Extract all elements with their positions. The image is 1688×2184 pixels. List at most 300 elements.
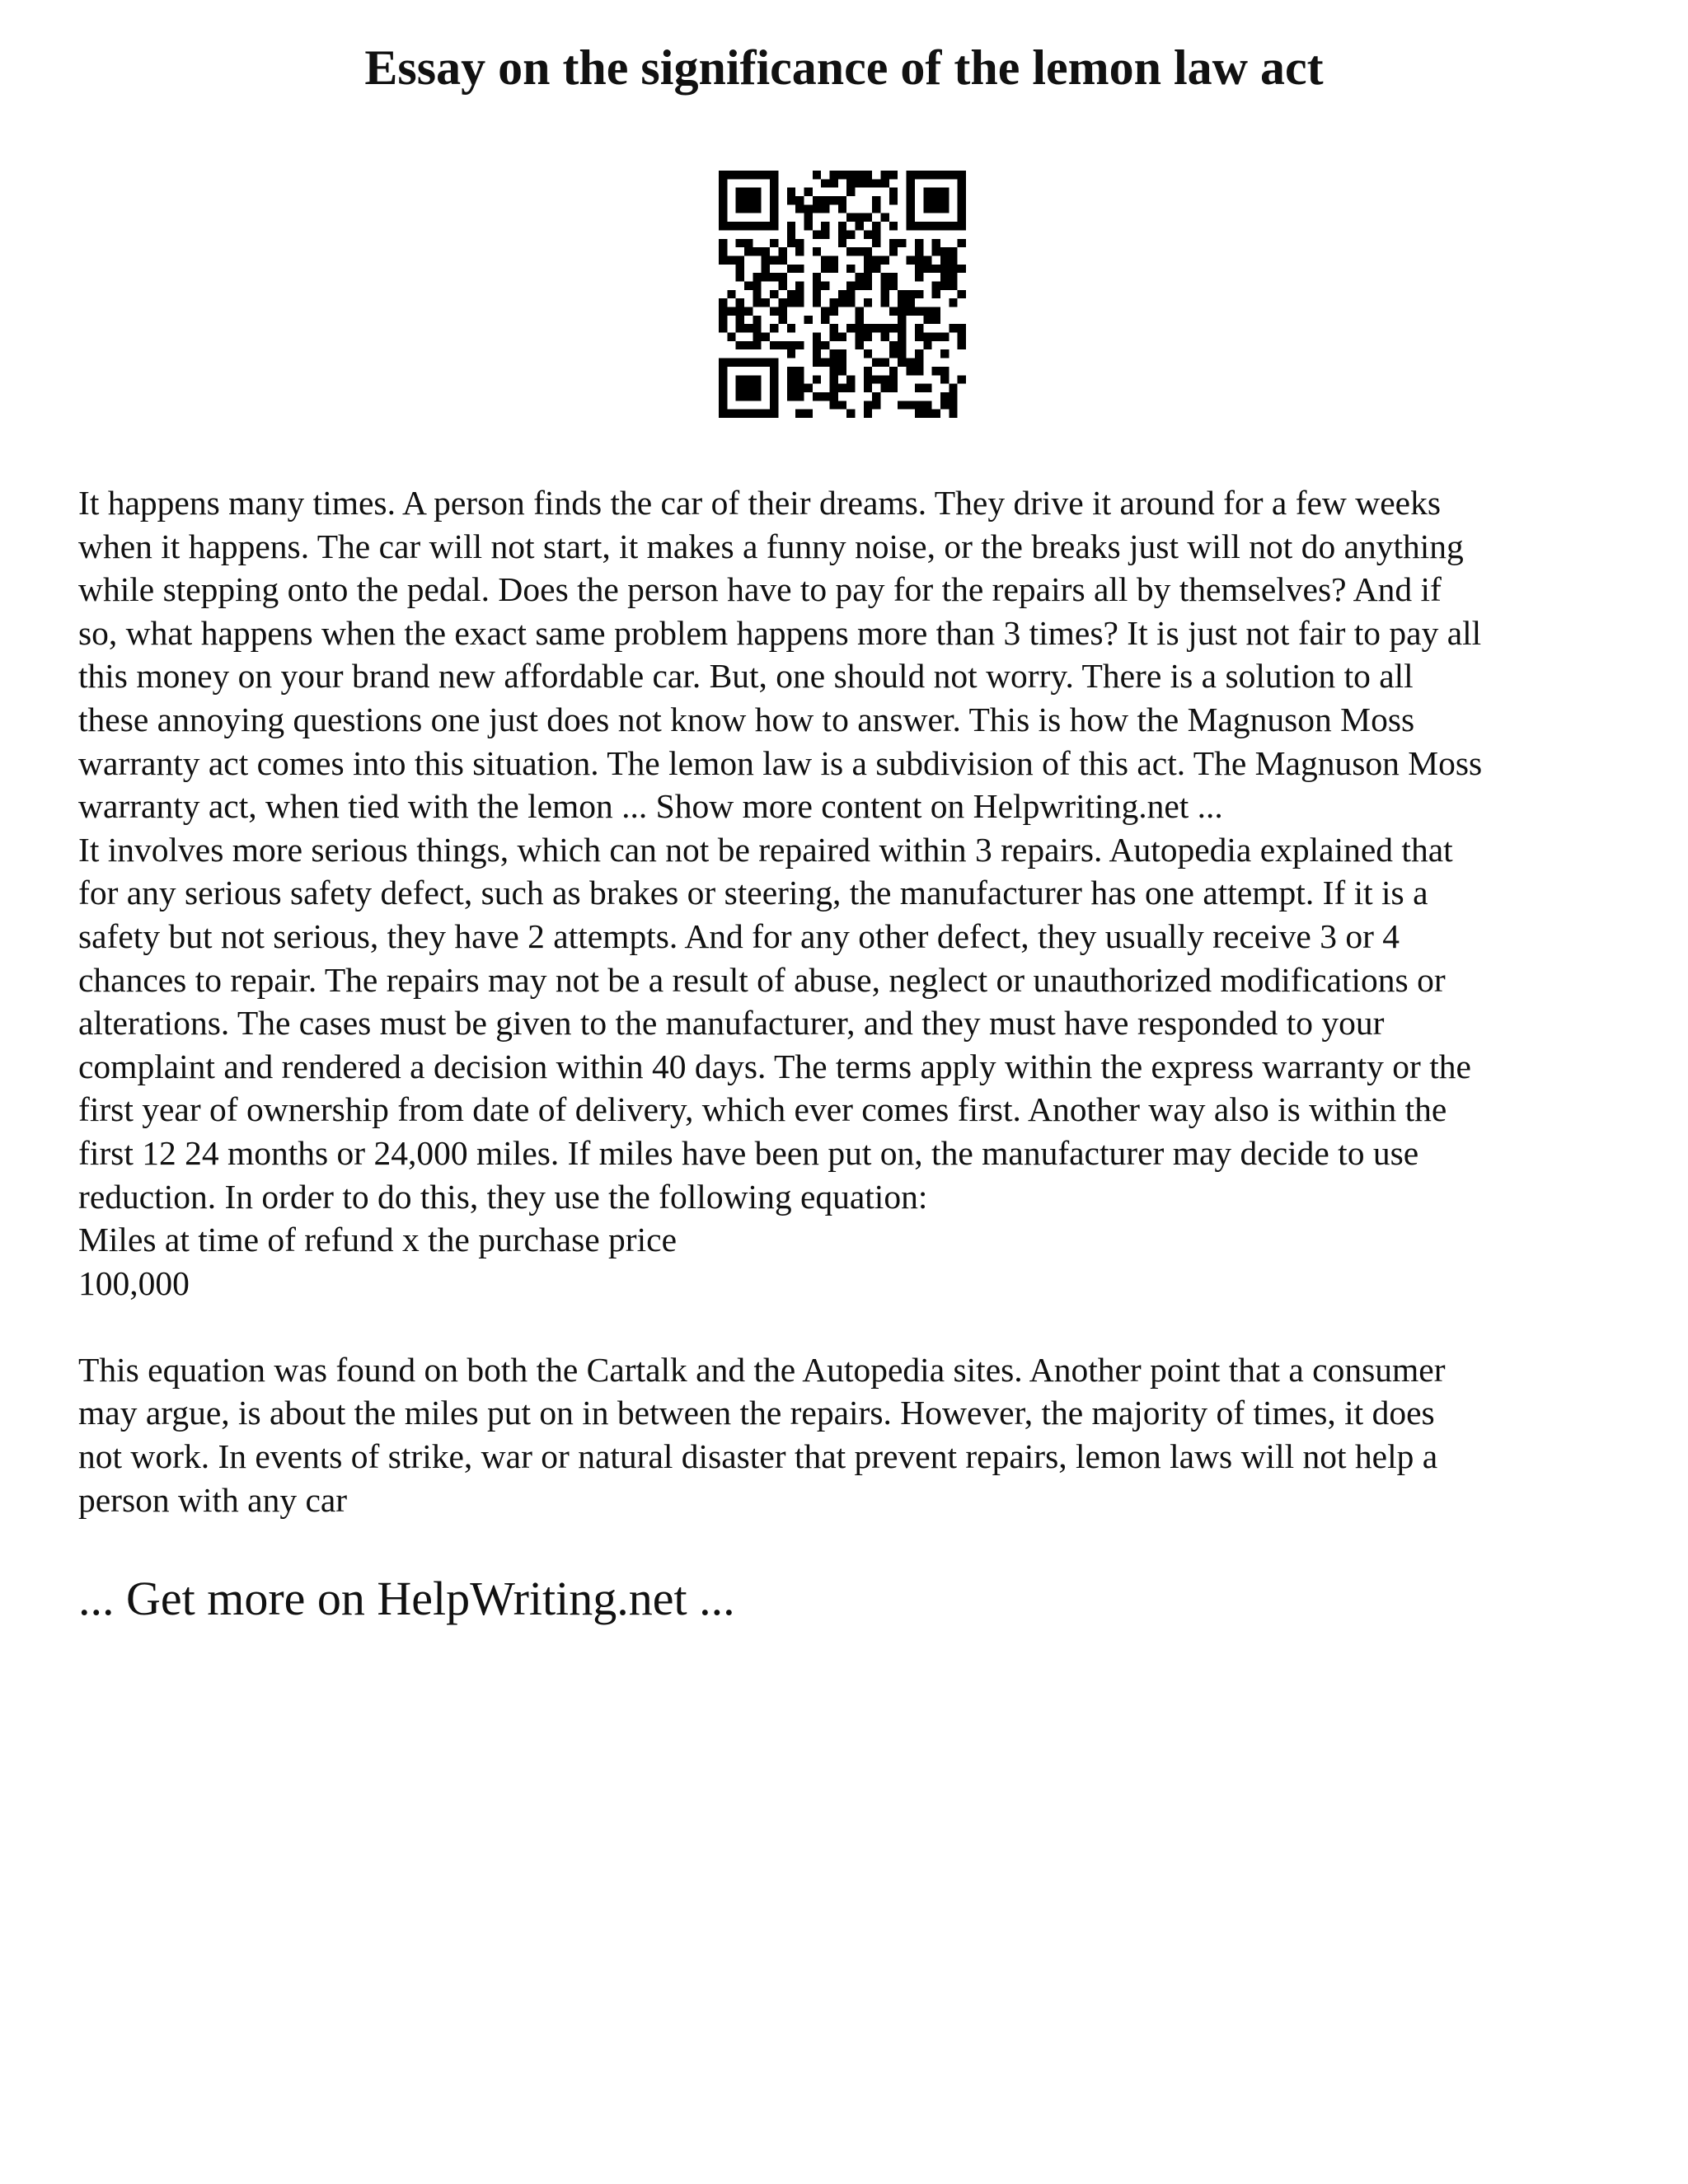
qr-module xyxy=(795,341,804,349)
qr-module xyxy=(736,384,744,392)
qr-module xyxy=(915,265,923,273)
qr-module xyxy=(889,307,898,316)
qr-module xyxy=(940,222,949,230)
qr-module xyxy=(923,410,931,418)
qr-module xyxy=(727,333,735,341)
qr-module xyxy=(856,281,864,289)
qr-module xyxy=(872,230,880,238)
qr-module xyxy=(881,273,889,281)
qr-module xyxy=(821,281,829,289)
equation-numerator: Miles at time of refund x the purchase price xyxy=(78,1221,677,1259)
qr-module xyxy=(958,333,966,341)
qr-module xyxy=(864,298,872,307)
qr-module xyxy=(838,384,846,392)
qr-module xyxy=(915,359,923,367)
qr-module xyxy=(864,401,872,409)
qr-module xyxy=(958,213,966,222)
qr-module xyxy=(753,384,761,392)
qr-module xyxy=(727,359,735,367)
qr-module xyxy=(932,188,940,196)
qr-module xyxy=(949,281,957,289)
qr-module xyxy=(813,349,821,358)
document-title: Essay on the significance of the lemon law act xyxy=(364,40,1324,95)
qr-module xyxy=(889,349,898,358)
qr-module xyxy=(940,367,949,375)
qr-module xyxy=(958,179,966,187)
qr-module xyxy=(829,401,837,409)
qr-module xyxy=(744,222,753,230)
qr-module xyxy=(804,410,812,418)
qr-module xyxy=(907,222,915,230)
qr-module xyxy=(915,290,923,298)
qr-module xyxy=(795,265,804,273)
qr-module xyxy=(719,324,727,332)
qr-module xyxy=(744,188,753,196)
qr-module xyxy=(770,188,778,196)
qr-module xyxy=(958,188,966,196)
qr-module xyxy=(829,349,837,358)
qr-module xyxy=(856,273,864,281)
qr-module xyxy=(719,307,727,316)
qr-module xyxy=(813,333,821,341)
qr-module xyxy=(898,290,906,298)
qr-module xyxy=(744,239,753,247)
qr-module xyxy=(829,196,837,204)
qr-module xyxy=(907,359,915,367)
qr-module xyxy=(846,213,855,222)
qr-module xyxy=(923,333,931,341)
qr-module xyxy=(829,179,837,187)
qr-module xyxy=(898,298,906,307)
qr-module xyxy=(753,410,761,418)
qr-module xyxy=(813,230,821,238)
qr-module xyxy=(787,324,795,332)
qr-module xyxy=(872,179,880,187)
qr-module xyxy=(829,298,837,307)
qr-module xyxy=(719,401,727,409)
qr-module xyxy=(821,359,829,367)
qr-module xyxy=(846,324,855,332)
qr-module xyxy=(727,255,735,264)
qr-module xyxy=(907,290,915,298)
qr-module xyxy=(898,307,906,316)
qr-module xyxy=(770,375,778,383)
essay-body xyxy=(78,481,1628,1521)
qr-module xyxy=(753,359,761,367)
qr-module xyxy=(770,204,778,213)
qr-module xyxy=(821,222,829,230)
qr-module xyxy=(813,359,821,367)
qr-module xyxy=(864,349,872,358)
qr-module xyxy=(856,213,864,222)
paragraph-details: It involves more serious things, which can not be repaired within 3 repairs. Autopedia explained that for any serious safety defect, such as brakes or steering, the manufacturer has one attempt. If it is a safety but not serious, they have 2 attempts. And for any other defect, they usually receive 3 or 4 chances to repair. The repairs may not be a result of abuse, neglect or unauthorized modifications or alterations. The cases must be given to the manufacturer, and they must have responded to your complaint and rendered a decision within 40 days. The terms apply within the express warranty or the first year of ownership from date of delivery, which ever comes first. Another way also is within the first 12 24 months or 24,000 miles. If miles have been put on, the manufacturer may decide to use reduction. In order to do this, they use the following equation: xyxy=(78,830,1471,1216)
qr-module xyxy=(907,367,915,375)
qr-module xyxy=(753,273,761,281)
qr-module xyxy=(787,341,795,349)
qr-module xyxy=(881,375,889,383)
qr-module xyxy=(795,375,804,383)
qr-module xyxy=(881,213,889,222)
qr-module xyxy=(787,298,795,307)
qr-module xyxy=(872,255,880,264)
qr-module xyxy=(787,392,795,401)
paragraph-spacer xyxy=(78,1305,1628,1348)
qr-module xyxy=(915,222,923,230)
qr-module xyxy=(949,392,957,401)
qr-module xyxy=(846,290,855,298)
qr-module xyxy=(829,384,837,392)
qr-module xyxy=(932,196,940,204)
qr-module xyxy=(932,316,940,324)
qr-module xyxy=(778,316,786,324)
qr-module xyxy=(829,359,837,367)
qr-module xyxy=(940,333,949,341)
qr-module xyxy=(770,179,778,187)
qr-module xyxy=(778,255,786,264)
qr-module xyxy=(813,290,821,298)
qr-module xyxy=(719,213,727,222)
qr-module xyxy=(804,188,812,196)
qr-module xyxy=(898,349,906,358)
qr-module xyxy=(889,171,898,179)
qr-module xyxy=(795,290,804,298)
qr-module xyxy=(881,290,889,298)
qr-module xyxy=(958,171,966,179)
get-more-link[interactable]: ... Get more on HelpWriting.net ... xyxy=(78,1572,735,1625)
qr-module xyxy=(907,171,915,179)
qr-module xyxy=(872,239,880,247)
qr-code-graphic xyxy=(719,171,966,418)
qr-module xyxy=(787,196,795,204)
qr-module xyxy=(838,401,846,409)
qr-module xyxy=(881,281,889,289)
qr-module xyxy=(770,324,778,332)
qr-module xyxy=(813,204,821,213)
qr-module xyxy=(719,367,727,375)
qr-module xyxy=(872,265,880,273)
qr-module xyxy=(813,392,821,401)
qr-module xyxy=(907,307,915,316)
qr-module xyxy=(829,367,837,375)
qr-module xyxy=(856,341,864,349)
qr-module xyxy=(821,196,829,204)
qr-module xyxy=(958,290,966,298)
qr-module xyxy=(753,392,761,401)
qr-module xyxy=(940,349,949,358)
qr-module xyxy=(795,247,804,255)
qr-module xyxy=(846,410,855,418)
qr-module xyxy=(821,307,829,316)
qr-module xyxy=(889,341,898,349)
qr-module xyxy=(787,349,795,358)
qr-module xyxy=(898,324,906,332)
qr-module xyxy=(932,204,940,213)
qr-module xyxy=(778,298,786,307)
qr-module xyxy=(864,213,872,222)
qr-module xyxy=(795,239,804,247)
qr-module xyxy=(804,204,812,213)
qr-module xyxy=(821,265,829,273)
qr-module xyxy=(864,384,872,392)
qr-module xyxy=(744,359,753,367)
qr-module xyxy=(898,359,906,367)
qr-module xyxy=(898,316,906,324)
qr-module xyxy=(821,179,829,187)
qr-module xyxy=(932,171,940,179)
qr-module xyxy=(864,230,872,238)
qr-module xyxy=(864,255,872,264)
qr-module xyxy=(915,410,923,418)
qr-module xyxy=(932,281,940,289)
qr-module xyxy=(856,179,864,187)
qr-module xyxy=(940,255,949,264)
qr-module xyxy=(727,290,735,298)
qr-module xyxy=(762,171,770,179)
qr-module xyxy=(770,341,778,349)
qr-module xyxy=(923,401,931,409)
qr-module xyxy=(719,222,727,230)
qr-module xyxy=(787,239,795,247)
qr-module xyxy=(829,307,837,316)
qr-module xyxy=(898,333,906,341)
qr-module xyxy=(872,196,880,204)
qr-module xyxy=(923,255,931,264)
qr-module xyxy=(829,392,837,401)
qr-module xyxy=(881,171,889,179)
qr-module xyxy=(804,316,812,324)
qr-module xyxy=(736,255,744,264)
qr-module xyxy=(753,281,761,289)
qr-module xyxy=(915,384,923,392)
qr-module xyxy=(727,307,735,316)
qr-module xyxy=(736,316,744,324)
qr-module xyxy=(923,222,931,230)
qr-module xyxy=(795,298,804,307)
qr-module xyxy=(846,265,855,273)
qr-module xyxy=(770,222,778,230)
qr-module xyxy=(736,324,744,332)
qr-module xyxy=(770,196,778,204)
qr-module xyxy=(753,333,761,341)
qr-module xyxy=(838,196,846,204)
qr-module xyxy=(940,247,949,255)
qr-module xyxy=(881,179,889,187)
qr-module xyxy=(907,255,915,264)
qr-module xyxy=(889,375,898,383)
qr-module xyxy=(813,281,821,289)
qr-module xyxy=(838,290,846,298)
qr-module xyxy=(838,298,846,307)
qr-module xyxy=(736,375,744,383)
qr-module xyxy=(915,171,923,179)
qr-module xyxy=(719,384,727,392)
qr-module xyxy=(846,375,855,383)
qr-module xyxy=(787,367,795,375)
qr-module xyxy=(804,222,812,230)
qr-module xyxy=(753,316,761,324)
qr-module xyxy=(736,239,744,247)
qr-module xyxy=(829,375,837,383)
qr-module xyxy=(719,171,727,179)
qr-module xyxy=(856,222,864,230)
qr-module xyxy=(932,307,940,316)
qr-module xyxy=(864,410,872,418)
qr-module xyxy=(813,341,821,349)
qr-module xyxy=(889,222,898,230)
qr-module xyxy=(958,196,966,204)
qr-module xyxy=(829,265,837,273)
qr-module xyxy=(932,410,940,418)
qr-module xyxy=(838,222,846,230)
qr-module xyxy=(907,188,915,196)
qr-module xyxy=(753,196,761,204)
qr-module xyxy=(864,247,872,255)
qr-module xyxy=(846,384,855,392)
qr-module xyxy=(915,273,923,281)
qr-module xyxy=(795,204,804,213)
qr-module xyxy=(915,247,923,255)
qr-module xyxy=(923,171,931,179)
qr-module xyxy=(915,255,923,264)
qr-module xyxy=(856,171,864,179)
qr-module xyxy=(813,247,821,255)
qr-module xyxy=(753,375,761,383)
qr-module xyxy=(958,265,966,273)
qr-module xyxy=(762,298,770,307)
qr-module xyxy=(719,196,727,204)
qr-module xyxy=(753,188,761,196)
qr-module xyxy=(915,307,923,316)
qr-module xyxy=(804,213,812,222)
qr-module xyxy=(958,239,966,247)
qr-module xyxy=(958,341,966,349)
qr-module xyxy=(864,281,872,289)
qr-module xyxy=(753,341,761,349)
qr-module xyxy=(838,171,846,179)
qr-module xyxy=(958,324,966,332)
qr-module xyxy=(881,324,889,332)
qr-module xyxy=(778,307,786,316)
qr-module xyxy=(778,341,786,349)
qr-module xyxy=(736,265,744,273)
qr-module xyxy=(864,179,872,187)
qr-module xyxy=(881,255,889,264)
qr-module xyxy=(744,392,753,401)
qr-module xyxy=(907,298,915,307)
qr-module xyxy=(795,392,804,401)
qr-module xyxy=(940,392,949,401)
qr-module xyxy=(915,324,923,332)
qr-module xyxy=(744,247,753,255)
qr-module xyxy=(821,392,829,401)
qr-module xyxy=(719,247,727,255)
qr-module xyxy=(762,273,770,281)
qr-module xyxy=(719,316,727,324)
qr-module xyxy=(727,410,735,418)
qr-module xyxy=(770,307,778,316)
qr-module xyxy=(762,222,770,230)
qr-module xyxy=(778,273,786,281)
qr-module xyxy=(949,255,957,264)
qr-module xyxy=(915,367,923,375)
qr-module xyxy=(787,375,795,383)
qr-module xyxy=(753,298,761,307)
qr-module xyxy=(719,188,727,196)
qr-module xyxy=(829,171,837,179)
qr-module xyxy=(795,281,804,289)
qr-module xyxy=(940,196,949,204)
qr-module xyxy=(949,222,957,230)
qr-module xyxy=(940,273,949,281)
qr-module xyxy=(829,255,837,264)
qr-module xyxy=(881,333,889,341)
qr-module xyxy=(795,384,804,392)
qr-module xyxy=(923,316,931,324)
qr-module xyxy=(846,247,855,255)
qr-module xyxy=(949,298,957,307)
qr-module xyxy=(907,401,915,409)
qr-module xyxy=(864,375,872,383)
qr-module xyxy=(872,401,880,409)
qr-module xyxy=(829,333,837,341)
qr-module xyxy=(915,239,923,247)
qr-module xyxy=(719,298,727,307)
qr-module xyxy=(872,204,880,213)
qr-module xyxy=(813,273,821,281)
qr-module xyxy=(778,247,786,255)
qr-module xyxy=(864,333,872,341)
qr-module xyxy=(753,247,761,255)
qr-module xyxy=(821,316,829,324)
qr-module xyxy=(838,204,846,213)
qr-module xyxy=(838,349,846,358)
paragraph-intro: It happens many times. A person finds the car of their dreams. They drive it around for a few weeks when it happens. The car will not start, it makes a funny noise, or the breaks just will not do anything while stepping onto the pedal. Does the person have to pay for the repairs all by themselves? And if so, what happens when the exact same problem happens more than 3 times? It is just not fair to pay all this money on your brand new affordable car. But, one should not worry. There is a solution to all these annoying questions one just does not know how to answer. This is how the Magnuson Moss warranty act comes into this situation. The lemon law is a subdivision of this act. The Magnuson Moss warranty act, when tied with the lemon ... Show more content on Helpwriting.net ... xyxy=(78,484,1483,826)
qr-module xyxy=(727,222,735,230)
qr-module xyxy=(770,171,778,179)
qr-module xyxy=(736,410,744,418)
qr-code-icon xyxy=(719,171,966,418)
qr-module xyxy=(821,255,829,264)
qr-module xyxy=(838,239,846,247)
qr-module xyxy=(915,401,923,409)
paragraph-conclusion: This equation was found on both the Cartalk and the Autopedia sites. Another point that a consumer may argue, is about the miles put on in between the repairs. However, the majority of times, it does not work. In events of strike, war or natural disaster that prevent repairs, lemon laws will not help a person with any car xyxy=(78,1350,1446,1519)
qr-module xyxy=(719,204,727,213)
qr-module xyxy=(719,375,727,383)
qr-module xyxy=(770,384,778,392)
qr-module xyxy=(898,239,906,247)
qr-module xyxy=(846,171,855,179)
qr-module xyxy=(923,341,931,349)
qr-module xyxy=(727,171,735,179)
qr-module xyxy=(821,204,829,213)
qr-module xyxy=(753,324,761,332)
qr-module xyxy=(915,333,923,341)
qr-module xyxy=(744,324,753,332)
qr-module xyxy=(744,171,753,179)
qr-module xyxy=(787,265,795,273)
qr-module xyxy=(838,333,846,341)
qr-module xyxy=(940,204,949,213)
qr-module xyxy=(753,290,761,298)
qr-module xyxy=(932,239,940,247)
qr-module xyxy=(923,204,931,213)
qr-module xyxy=(898,341,906,349)
qr-module xyxy=(889,384,898,392)
qr-module xyxy=(889,239,898,247)
qr-module xyxy=(940,281,949,289)
qr-module xyxy=(762,359,770,367)
qr-module xyxy=(770,410,778,418)
